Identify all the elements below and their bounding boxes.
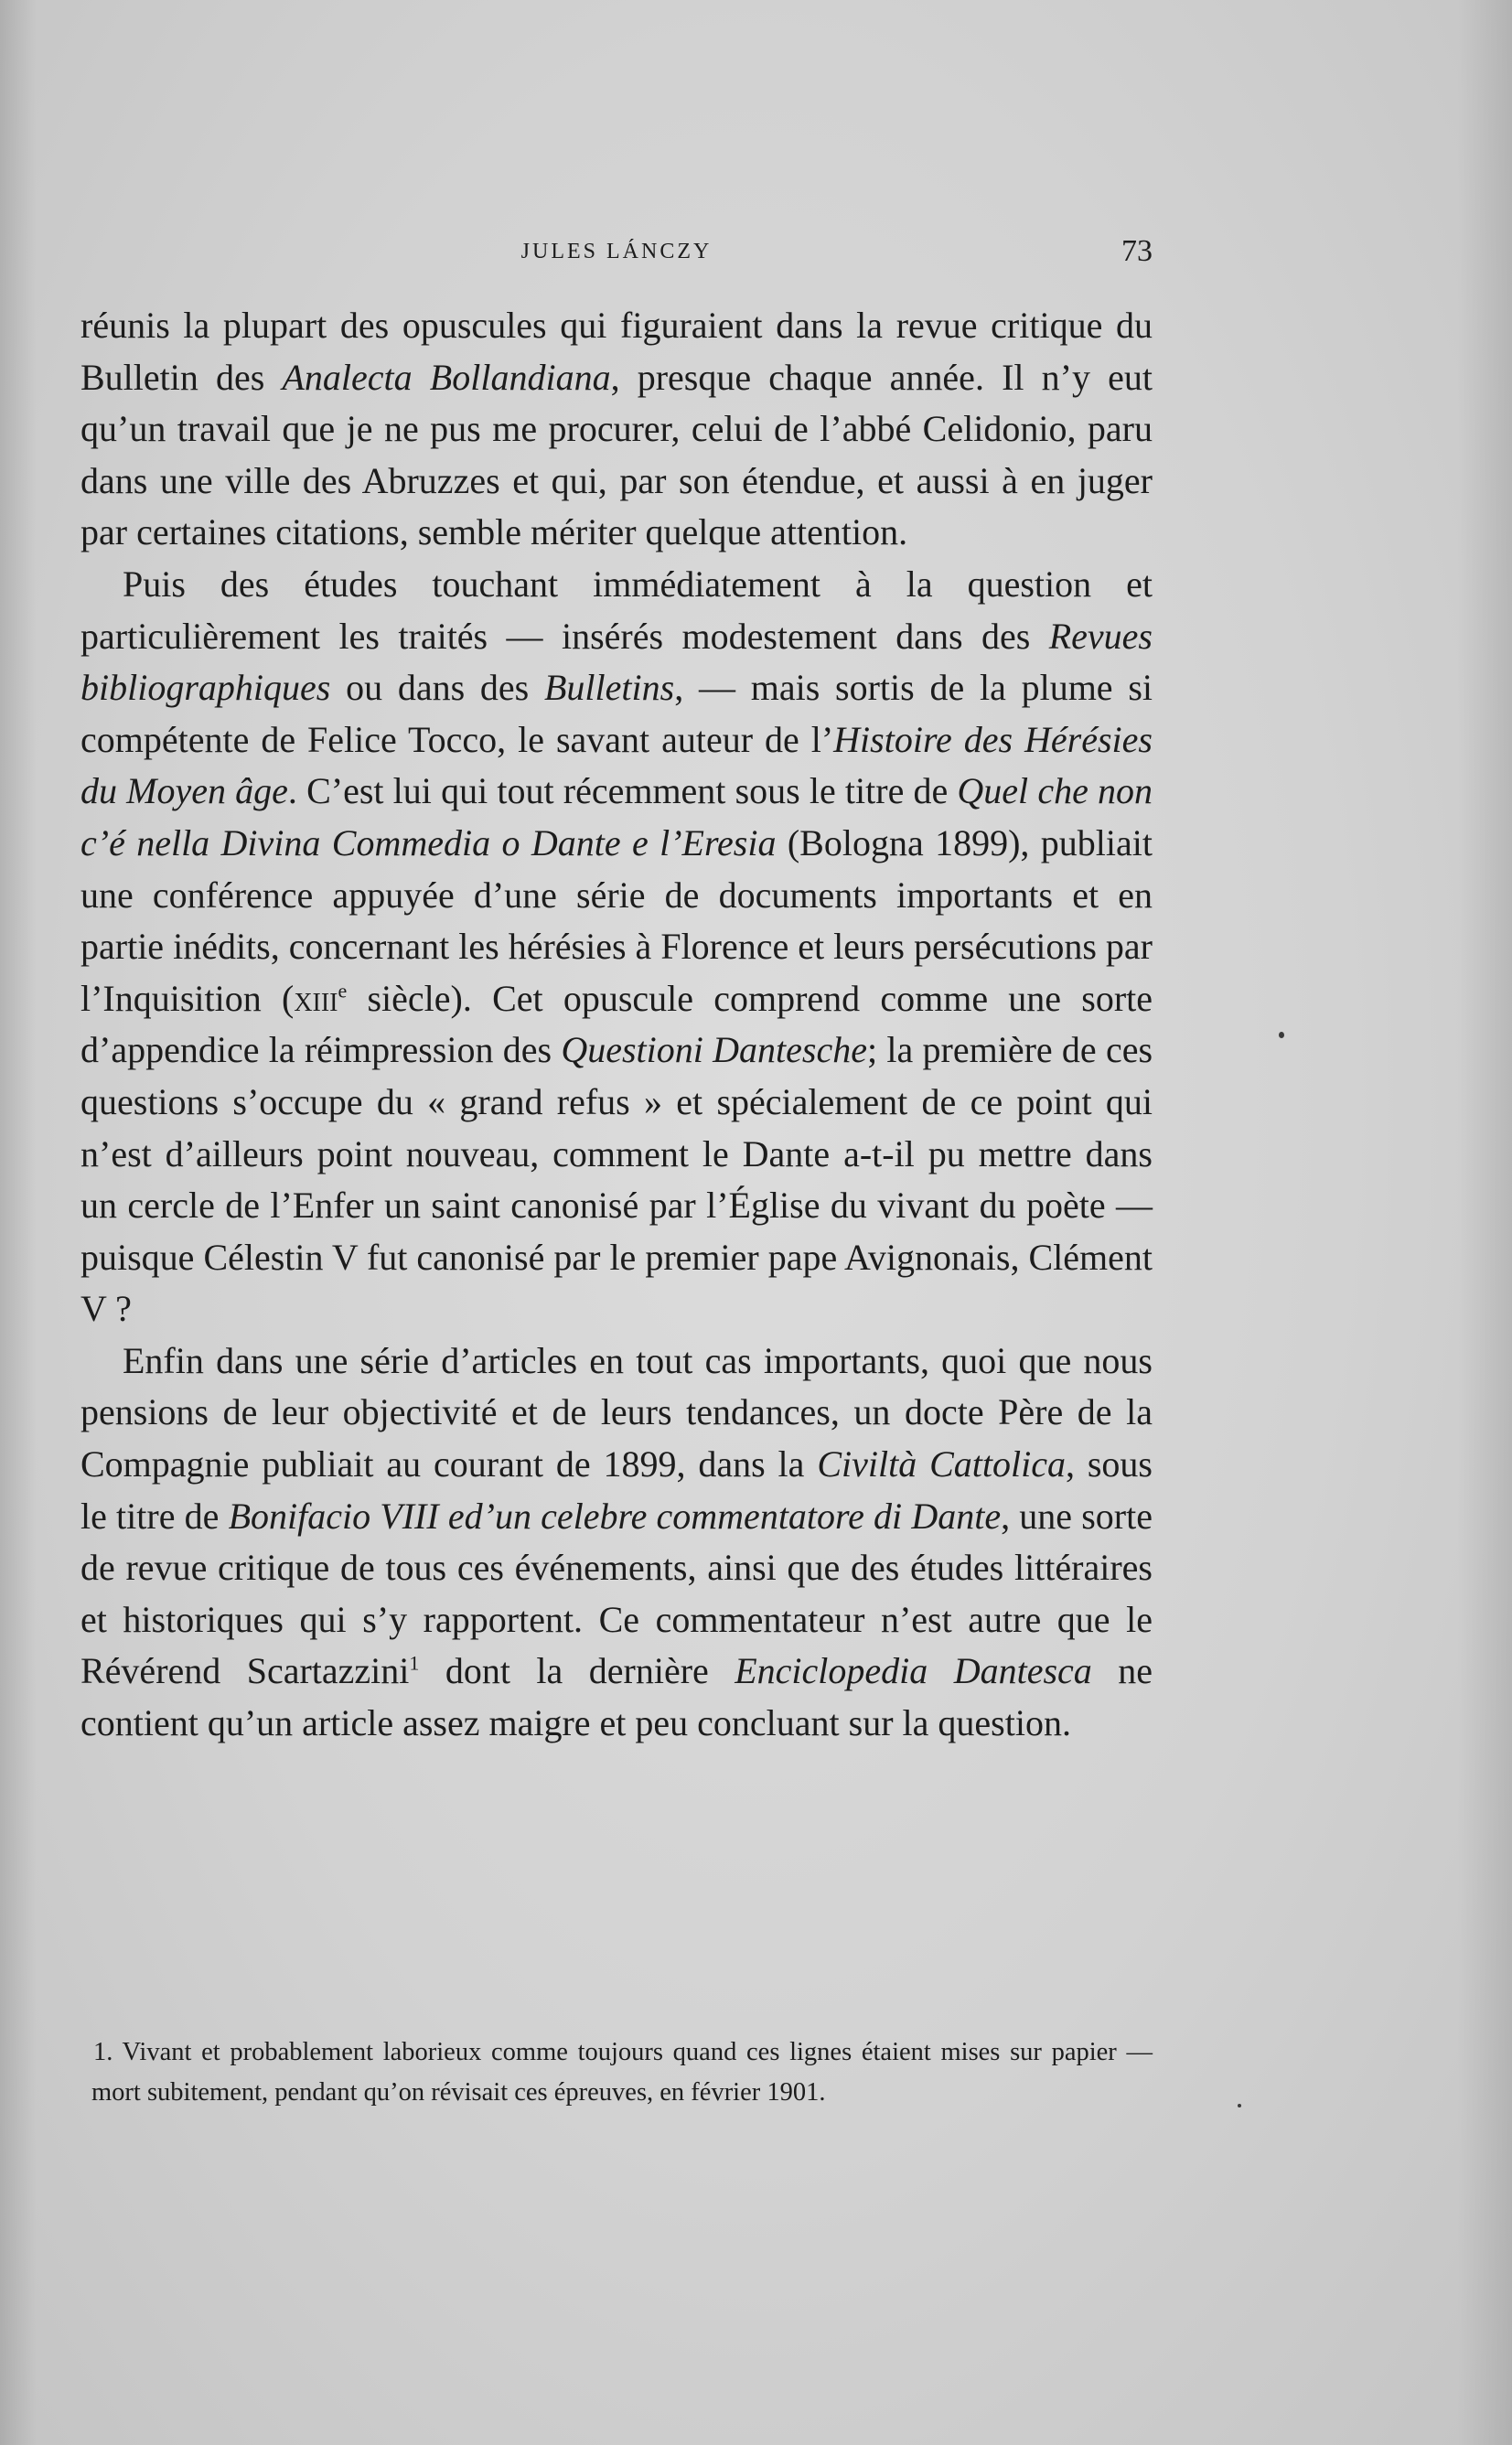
footnote-marker: 1	[409, 1652, 420, 1676]
text-run: ne contient qu’un article assez maigre et peu concluant sur la question.	[80, 1650, 1153, 1744]
italic-title: Enciclopedia Dantesca	[735, 1650, 1092, 1692]
italic-title: Civiltà Cattolica	[817, 1443, 1066, 1485]
italic-title: Revues bibliographiques	[80, 615, 1153, 709]
text-run: réunis la plupart des opuscules qui figuraient dans la revue critique du Bulletin des	[80, 305, 1153, 398]
superscript: e	[338, 979, 348, 1003]
footnotes	[91, 2032, 1153, 2113]
italic-title: Analecta Bollandiana	[282, 356, 611, 398]
text-run: ; la première de ces questions s’occupe du « grand refus » et spécialement de ce point qui n’est d’ailleurs point nouveau, comment le Dante a-t-il pu mettre dans un cercle de l’Enfer un saint canonisé par l’Église du vivant du poète — puisque Célestin V fut canonisé par le premier pape Avignonais, Clément V ?	[80, 1029, 1153, 1330]
paragraph-2	[80, 559, 1153, 1335]
text-run: , presque chaque année. Il n’y eut qu’un travail que je ne pus me procurer, celui de l’abbé Celidonio, paru dans une ville des Abruzzes et qui, par son étendue, et aussi à en juger par certaines citations, semble mériter quelque attention.	[80, 356, 1153, 553]
italic-title: Bulletins	[544, 667, 675, 709]
text-run: . C’est lui qui tout récemment sous le titre de	[287, 770, 958, 812]
paragraph-1	[80, 300, 1153, 559]
running-head	[80, 234, 1153, 276]
ink-speck	[1238, 2104, 1241, 2107]
page-edge-shadow	[1457, 0, 1512, 2445]
page-number: 73	[1121, 234, 1153, 268]
italic-title: Questioni Dantesche	[561, 1029, 867, 1071]
italic-title: Bonifacio VIII ed’un celebre commentatore di Dante	[228, 1495, 1002, 1537]
text-run: Enfin dans une série d’articles en tout cas importants, quoi que nous pensions de leur objectivité et de leurs tendances, un docte Père de la Compagnie publiait au courant de 1899, dans la	[80, 1339, 1153, 1485]
text-run: Puis des études touchant immédiatement à la question et particulièrement les traités — insérés modestement dans des	[80, 563, 1153, 657]
italic-title: Histoire des Hérésies du Moyen âge	[80, 718, 1153, 812]
gutter-shadow	[0, 0, 37, 2445]
century-numeral: xiii	[294, 977, 338, 1019]
ink-speck	[1279, 1032, 1284, 1038]
text-run: , — mais sortis de la plume si compétente de Felice Tocco, le savant auteur de l’	[80, 667, 1153, 760]
body-text	[80, 300, 1153, 1750]
text-run: ou dans des	[330, 667, 544, 709]
paragraph-3	[80, 1335, 1153, 1750]
text-run: , sous le titre de	[80, 1443, 1153, 1537]
running-title: JULES LÁNCZY	[520, 240, 713, 263]
text-run: dont la dernière	[419, 1650, 735, 1692]
text-run: , une sorte de revue critique de tous ces événements, ainsi que des études littéraires et historiques qui s’y rapportent. Ce commentateur n’est autre que le Révérend Scartazzini	[80, 1495, 1153, 1692]
text-run: (Bologna 1899), publiait une conférence appuyée d’une série de documents importants et en partie inédits, concernant les hérésies à Florence et leurs persécutions par l’Inquisition (	[80, 821, 1153, 1019]
text-run: siècle). Cet opuscule comprend comme une sorte d’appendice la réimpression des	[80, 977, 1153, 1071]
footnote-1: 1. Vivant et probablement laborieux comme toujours quand ces lignes étaient mises sur papier — mort subitement, pendant qu’on révisait ces épreuves, en février 1901.	[91, 2038, 1153, 2107]
italic-title: Quel che non c’é nella Divina Commedia o Dante e l’Eresia	[80, 770, 1153, 863]
